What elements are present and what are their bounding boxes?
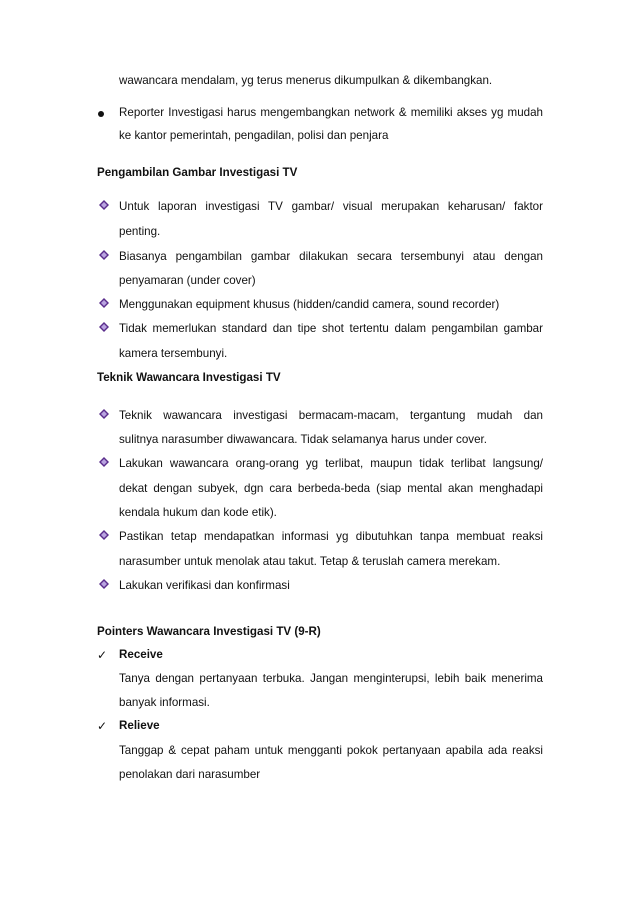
list-item-line: Pastikan tetap mendapatkan informasi yg dibutuhkan tanpa membuat reaksi (119, 530, 543, 543)
diamond-bullet-icon (99, 457, 109, 467)
diamond-bullet-icon (99, 409, 109, 419)
diamond-bullet-icon (99, 579, 109, 589)
pointer-text-line: Tanggap & cepat paham untuk mengganti pokok pertanyaan apabila ada reaksi (119, 744, 543, 757)
list-item-line: Menggunakan equipment khusus (hidden/candid camera, sound recorder) (119, 298, 500, 311)
pointer-text-line: banyak informasi. (119, 696, 210, 709)
list-item-line: Lakukan verifikasi dan konfirmasi (119, 579, 290, 592)
diamond-bullet-icon (99, 250, 109, 260)
list-item-line: Untuk laporan investigasi TV gambar/ visual merupakan keharusan/ faktor (119, 200, 543, 213)
section-heading: Pengambilan Gambar Investigasi TV (97, 166, 298, 179)
list-item-line: Lakukan wawancara orang-orang yg terlibat, maupun tidak terlibat langsung/ (119, 457, 543, 470)
bullet-text-line: ke kantor pemerintah, pengadilan, polisi dan penjara (119, 129, 389, 142)
pointer-title: Receive (119, 648, 163, 661)
section-heading: Teknik Wawancara Investigasi TV (97, 371, 281, 384)
list-item-line: sulitnya narasumber diwawancara. Tidak selamanya harus under cover. (119, 433, 487, 446)
list-item-line: narasumber untuk menolak atau takut. Tetap & teruslah camera merekam. (119, 555, 501, 568)
diamond-bullet-icon (99, 200, 109, 210)
dot-bullet-icon (98, 111, 104, 117)
diamond-bullet-icon (99, 530, 109, 540)
diamond-bullet-icon (99, 298, 109, 308)
pointer-text-line: penolakan dari narasumber (119, 768, 261, 781)
paragraph-continuation: wawancara mendalam, yg terus menerus dikumpulkan & dikembangkan. (119, 74, 493, 87)
bullet-text-line: Reporter Investigasi harus mengembangkan network & memiliki akses yg mudah (119, 106, 543, 119)
list-item-line: Biasanya pengambilan gambar dilakukan secara tersembunyi atau dengan (119, 250, 543, 263)
list-item-line: dekat dengan subyek, dgn cara berbeda-beda (siap mental akan menghadapi (119, 482, 543, 495)
pointer-text-line: Tanya dengan pertanyaan terbuka. Jangan menginterupsi, lebih baik menerima (119, 672, 543, 685)
list-item-line: kamera tersembunyi. (119, 347, 228, 360)
list-item-line: kendala hukum dan kode etik). (119, 506, 277, 519)
diamond-bullet-icon (99, 322, 109, 332)
checkmark-icon: ✓ (97, 648, 108, 662)
list-item-line: Tidak memerlukan standard dan tipe shot tertentu dalam pengambilan gambar (119, 322, 543, 335)
checkmark-icon: ✓ (97, 719, 108, 733)
list-item-line: penting. (119, 225, 161, 238)
pointer-title: Relieve (119, 719, 160, 732)
list-item-line: Teknik wawancara investigasi bermacam-macam, tergantung mudah dan (119, 409, 543, 422)
section-heading: Pointers Wawancara Investigasi TV (9-R) (97, 625, 321, 638)
list-item-line: penyamaran (under cover) (119, 274, 256, 287)
